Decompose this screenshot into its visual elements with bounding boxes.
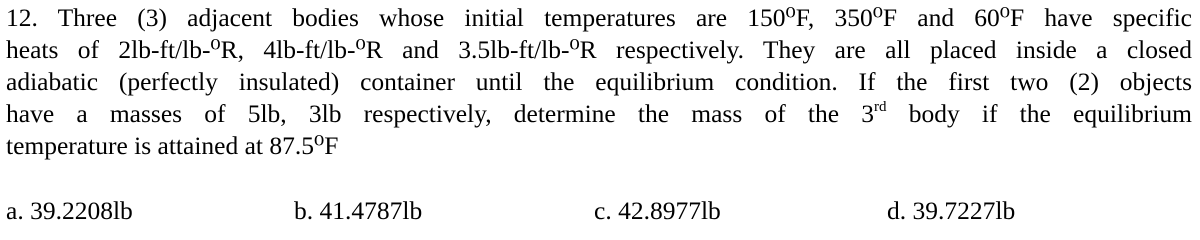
question-text: [6, 2, 1192, 162]
question-line-5: temperature is attained at 87.5⁰F: [6, 131, 339, 160]
choice-d: d. 39.7227lb: [887, 196, 1016, 225]
answer-choices: [6, 195, 1192, 227]
ordinal-superscript: rd: [874, 98, 887, 115]
question-line-1: 12. Three (3) adjacent bodies whose initial temperatures are 150⁰F, 350⁰F and 60⁰F have specific: [6, 3, 1192, 32]
choice-a: a. 39.2208lb: [6, 196, 133, 225]
choice-b: b. 41.4787lb: [294, 196, 423, 225]
question-line-4-start: have a masses of 5lb, 3lb respectively, determine the mass of the 3: [6, 99, 874, 128]
choice-c: c. 42.8977lb: [594, 196, 721, 225]
question-line-4: [6, 98, 1192, 130]
question-line-2: heats of 2lb-ft/lb-⁰R, 4lb-ft/lb-⁰R and 3.5lb-ft/lb-⁰R respectively. They are all placed inside a closed: [6, 35, 1192, 64]
question-line-3: adiabatic (perfectly insulated) container until the equilibrium condition. If the first two (2) objects: [6, 67, 1192, 96]
question-line-4-end: body if the equilibrium: [886, 99, 1192, 128]
